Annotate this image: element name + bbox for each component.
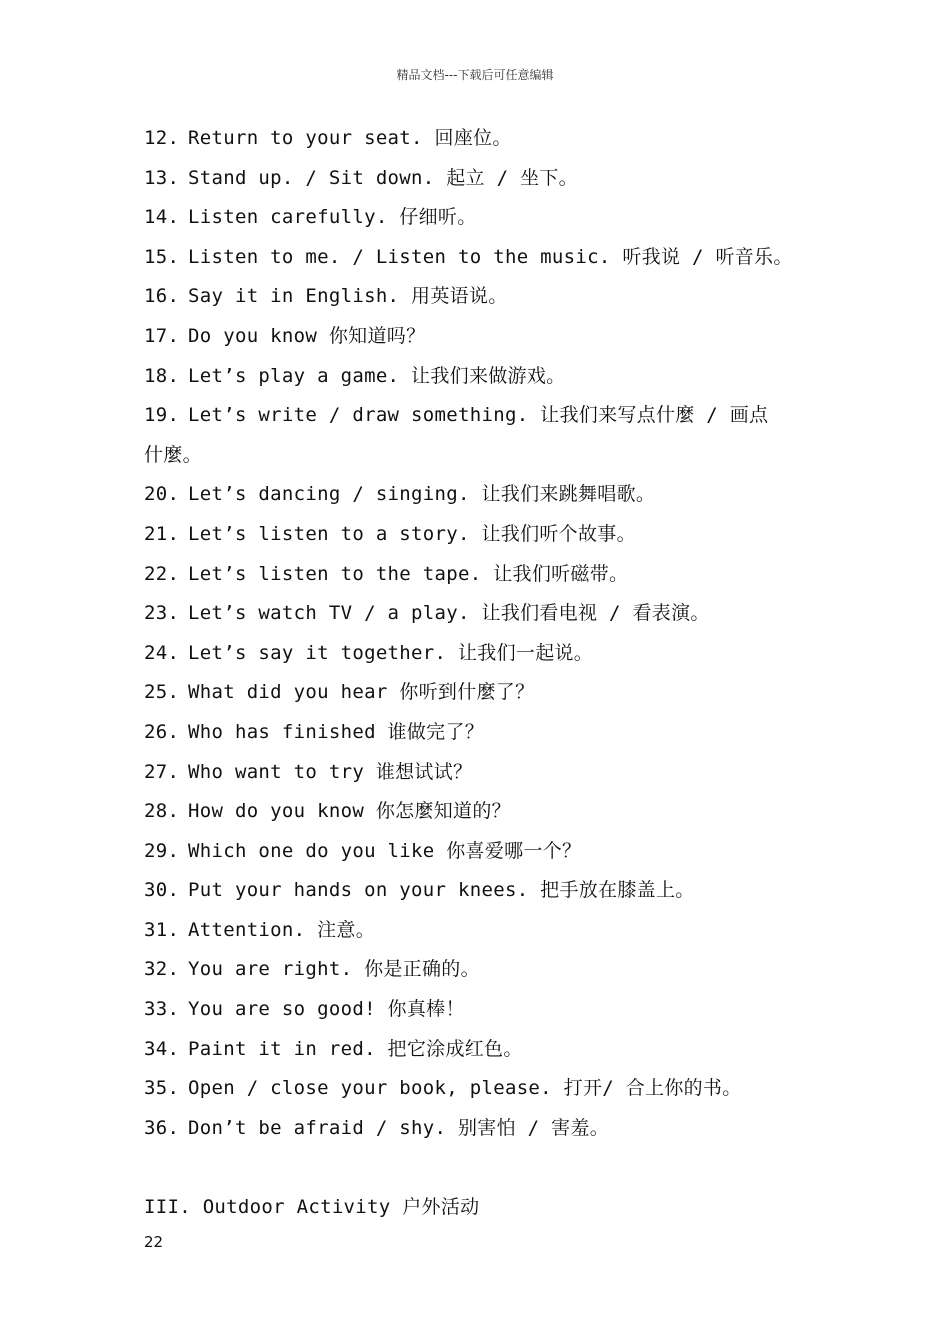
- list-item: [144, 911, 804, 951]
- item-text: Who want to try 谁想试试？: [188, 760, 473, 783]
- item-number: 13.: [144, 166, 180, 189]
- item-number: 12.: [144, 127, 180, 149]
- item-number: 20.: [144, 483, 180, 506]
- item-number: 30.: [144, 879, 180, 902]
- item-text: Which one do you like 你喜爱哪一个？: [188, 839, 582, 862]
- list-item: [144, 357, 804, 397]
- document-body: [144, 119, 804, 1228]
- list-item: [144, 119, 804, 159]
- item-text: Listen carefully. 仔细听。: [188, 206, 477, 229]
- list-item: [144, 515, 804, 555]
- item-text: Let’s write / draw something. 让我们来写点什麼 / 画点: [188, 404, 769, 427]
- item-text: Open / close your book, please. 打开/ 合上你的书。: [188, 1077, 742, 1100]
- item-text: You are right. 你是正确的。: [188, 958, 480, 981]
- list-item: [144, 1069, 804, 1109]
- item-number: 22.: [144, 562, 180, 585]
- item-text: Let’s dancing / singing. 让我们来跳舞唱歌。: [188, 483, 656, 506]
- item-number: 31.: [144, 918, 180, 941]
- list-item: [144, 555, 804, 595]
- list-item: [144, 1030, 804, 1070]
- list-item: [144, 1109, 804, 1149]
- item-text: How do you know 你怎麼知道的？: [188, 800, 511, 823]
- list-item: [144, 396, 804, 436]
- item-text: Listen to me. / Listen to the music. 听我说 / 听音乐。: [188, 245, 793, 268]
- list-item: [144, 475, 804, 515]
- item-text: Let’s say it together. 让我们一起说。: [188, 641, 594, 664]
- item-number: 24.: [144, 641, 180, 664]
- item-text: Let’s listen to the tape. 让我们听磁带。: [188, 562, 629, 585]
- item-number: 19.: [144, 404, 180, 427]
- page-number: 22: [144, 1233, 164, 1251]
- list-item: [144, 713, 804, 753]
- item-number: 33.: [144, 998, 180, 1021]
- item-number: 36.: [144, 1116, 180, 1139]
- item-number: 26.: [144, 720, 180, 743]
- item-text: Don’t be afraid / shy. 别害怕 / 害羞。: [188, 1116, 610, 1139]
- item-number: 15.: [144, 245, 180, 268]
- list-item: [144, 792, 804, 832]
- item-text: Say it in English. 用英语说。: [188, 285, 508, 308]
- list-item: [144, 832, 804, 872]
- list-item: [144, 753, 804, 793]
- list-item-continuation: 什麼。: [144, 443, 202, 466]
- item-number: 18.: [144, 364, 180, 387]
- item-number: 17.: [144, 324, 180, 347]
- item-number: 16.: [144, 285, 180, 308]
- list-item: [144, 594, 804, 634]
- item-text: Do you know 你知道吗？: [188, 324, 426, 347]
- list-item: [144, 990, 804, 1030]
- item-text: Put your hands on your knees. 把手放在膝盖上。: [188, 879, 695, 902]
- item-number: 25.: [144, 681, 180, 704]
- list-item: [144, 198, 804, 238]
- item-number: 14.: [144, 206, 180, 229]
- item-text: You are so good! 你真棒！: [188, 998, 465, 1021]
- list-item: [144, 317, 804, 357]
- list-item: [144, 673, 804, 713]
- section-heading: III. Outdoor Activity 户外活动: [144, 1196, 480, 1219]
- item-number: 28.: [144, 800, 180, 823]
- section-spacer: [144, 1148, 804, 1188]
- item-number: 32.: [144, 958, 180, 981]
- item-number: 35.: [144, 1077, 180, 1100]
- item-number: 27.: [144, 760, 180, 783]
- list-item: [144, 277, 804, 317]
- item-text: What did you hear 你听到什麼了？: [188, 681, 535, 704]
- item-text: Paint it in red. 把它涂成红色。: [188, 1037, 523, 1060]
- list-item: [144, 634, 804, 674]
- item-text: Who has finished 谁做完了？: [188, 720, 485, 743]
- item-number: 21.: [144, 522, 180, 545]
- list-item: [144, 950, 804, 990]
- item-text: Let’s listen to a story. 让我们听个故事。: [188, 522, 636, 545]
- item-number: 23.: [144, 602, 180, 625]
- item-text: Let’s watch TV / a play. 让我们看电视 / 看表演。: [188, 602, 710, 625]
- item-text: Return to your seat. 回座位。: [188, 127, 512, 149]
- list-item: [144, 871, 804, 911]
- item-text: Stand up. / Sit down. 起立 / 坐下。: [188, 166, 578, 189]
- item-text: Let’s play a game. 让我们来做游戏。: [188, 364, 566, 387]
- item-number: 29.: [144, 839, 180, 862]
- page-header: 精品文档---下载后可任意编辑: [396, 68, 554, 82]
- item-number: 34.: [144, 1037, 180, 1060]
- list-item: [144, 238, 804, 278]
- list-item: [144, 159, 804, 199]
- item-text: Attention. 注意。: [188, 918, 376, 941]
